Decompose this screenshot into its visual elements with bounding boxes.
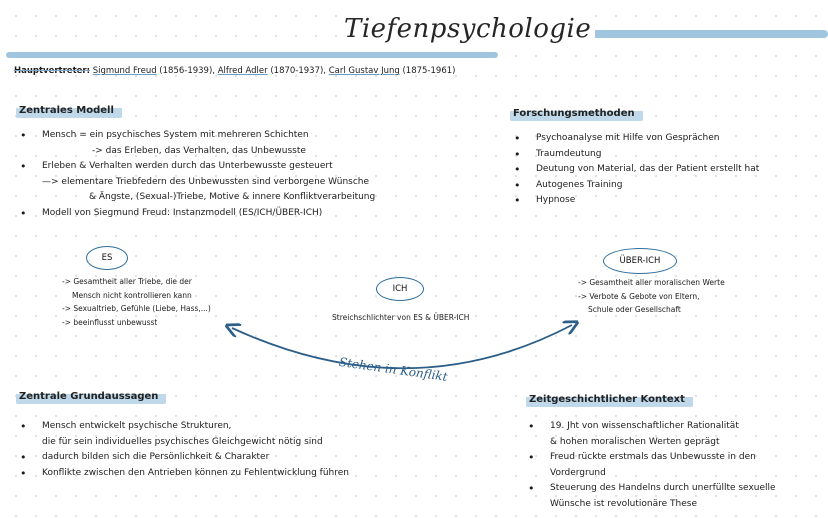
- list-item: • Modell von Siegmund Freud: Instanzmodell (ES/ICH/ÜBER-ICH): [20, 206, 460, 222]
- ueber-ich-line: Schule oder Gesellschaft: [588, 305, 681, 314]
- list-item: • Mensch = ein psychisches System mit mehreren Schichten: [20, 128, 460, 144]
- hauptvertreter-label: Hauptvertreter:: [14, 66, 90, 76]
- heading-zentrales-modell: Zentrales Modell: [16, 104, 122, 118]
- list-item: Vordergrund: [550, 467, 606, 478]
- es-oval: ES: [86, 246, 128, 270]
- list-item: & hohen moralischen Werten geprägt: [550, 436, 720, 447]
- person-adler: Alfred Adler: [217, 66, 268, 76]
- es-line: -> Gesamtheit aller Triebe, die der: [62, 277, 192, 286]
- list-item: • Traumdeutung: [514, 147, 814, 163]
- konflikt-label: Stehen in Konflikt: [338, 354, 449, 384]
- ueber-ich-line: -> Gesamtheit aller moralischen Werte: [578, 278, 725, 287]
- person-adler-years: (1870-1937),: [267, 66, 327, 76]
- list-item: • Deutung von Material, das der Patient erstellt hat: [514, 162, 814, 178]
- grundaussagen-list: [20, 419, 440, 481]
- list-item: • 19. Jht von wissenschaftlicher Rationalität: [528, 419, 818, 435]
- list-item: • Hypnose: [514, 193, 814, 209]
- list-item: -> das Erleben, das Verhalten, das Unbewusste: [92, 145, 306, 156]
- es-line: -> beeinflusst unbewusst: [62, 317, 158, 327]
- heading-zeitgeschichtlicher-kontext: Zeitgeschichtlicher Kontext: [526, 393, 693, 407]
- list-item: • Autogenes Training: [514, 178, 814, 194]
- ich-oval: ICH: [376, 277, 424, 301]
- es-line: Mensch nicht kontrollieren kann: [72, 290, 192, 300]
- list-item: • Freud rückte erstmals das Unbewusste in den: [528, 450, 818, 466]
- person-jung: Carl Gustav Jung: [328, 66, 400, 76]
- list-item: • Erleben & Verhalten werden durch das Unterbewusste gesteuert: [20, 159, 460, 175]
- ich-description: Streichschlichter von ES & ÜBER-ICH: [332, 313, 470, 322]
- heading-zentrale-grundaussagen: Zentrale Grundaussagen: [16, 390, 166, 404]
- list-item: —> elementare Triebfedern des Unbewussten sind verborgene Wünsche: [42, 176, 370, 187]
- list-item: Wünsche ist revolutionäre These: [550, 498, 698, 509]
- list-item: die für sein individuelles psychisches Gleichgewicht nötig sind: [42, 436, 323, 447]
- list-item: • dadurch bilden sich die Persönlichkeit & Charakter: [20, 450, 440, 466]
- list-item: • Konflikte zwischen den Antrieben können zu Fehlentwicklung führen: [20, 466, 440, 482]
- heading-forschungsmethoden: Forschungsmethoden: [510, 107, 643, 121]
- list-item: & Ängste, (Sexual-)Triebe, Motive & innere Konfliktverarbeitung: [89, 192, 376, 202]
- list-item: • Psychoanalyse mit Hilfe von Gesprächen: [514, 131, 814, 147]
- list-item: • Mensch entwickelt psychische Strukturen,: [20, 419, 440, 435]
- es-line: -> Sexualtrieb, Gefühle (Liebe, Hass,...): [62, 304, 211, 313]
- page-title: Tiefenpsychologie: [340, 14, 595, 44]
- person-jung-years: (1875-1961): [399, 66, 456, 76]
- ueber-ich-oval: ÜBER-ICH: [603, 248, 677, 274]
- person-freud: Sigmund Freud: [92, 66, 157, 76]
- list-item: • Steuerung des Handelns durch unerfüllte sexuelle: [528, 481, 818, 497]
- ueber-ich-line: -> Verbote & Gebote von Eltern,: [578, 291, 700, 301]
- person-freud-years: (1856-1939),: [156, 66, 215, 76]
- zeitgeschichtlicher-kontext-list: [528, 419, 818, 512]
